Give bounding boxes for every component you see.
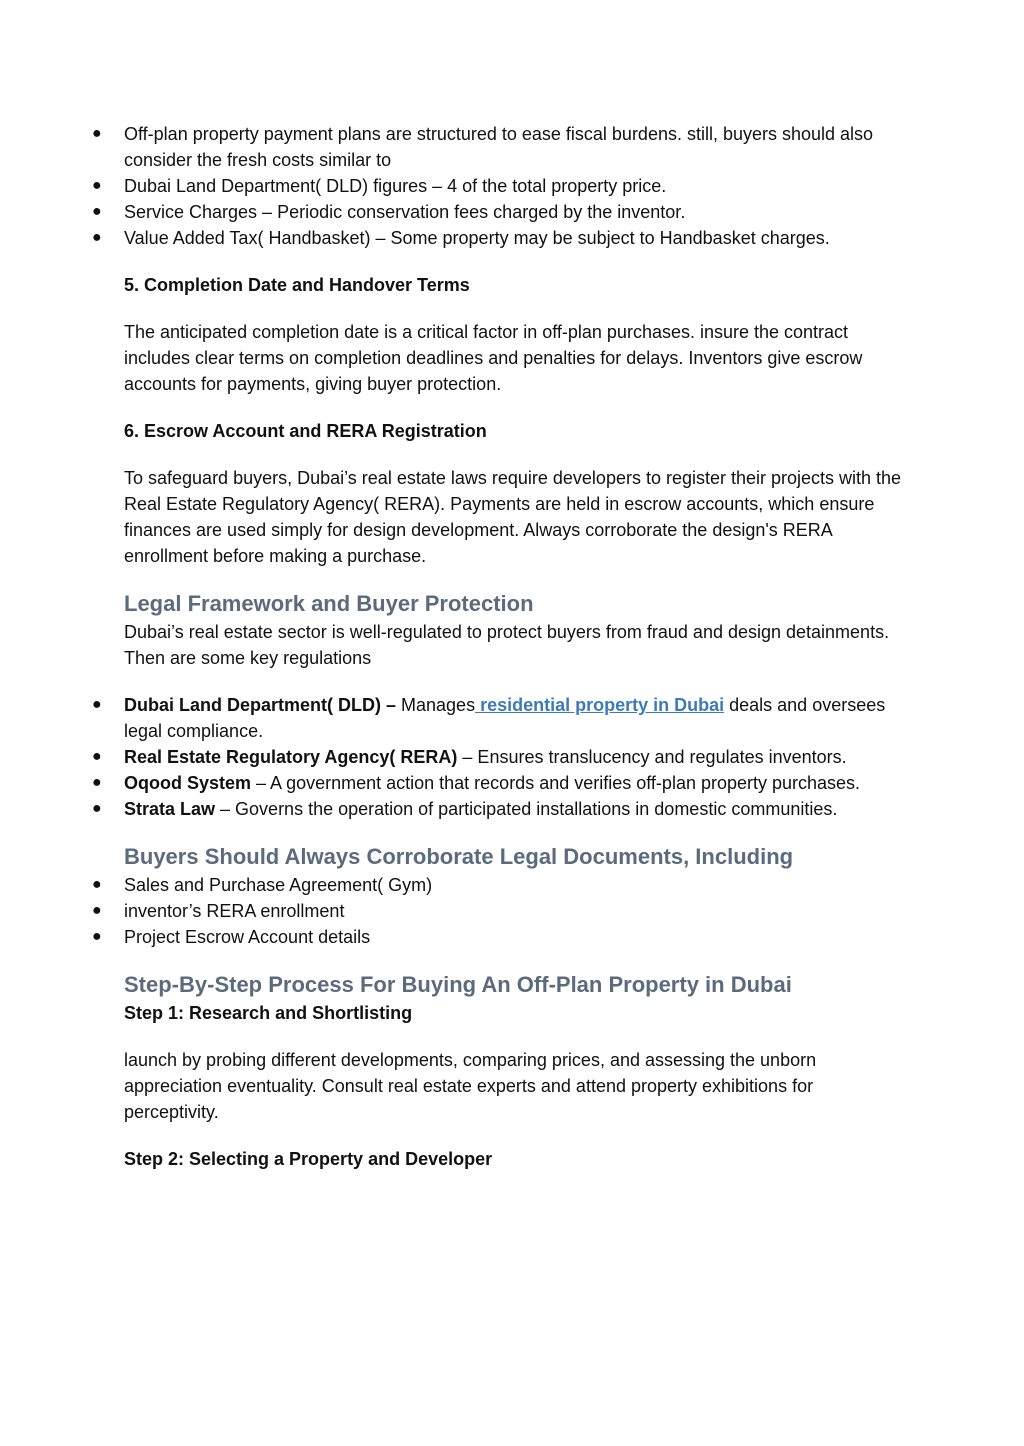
bullet-icon: ● bbox=[92, 928, 102, 945]
list-item: ● Value Added Tax( Handbasket) – Some property may be subject to Handbasket charges. bbox=[62, 225, 904, 251]
list-item: ● Real Estate Regulatory Agency( RERA) – Ensures translucency and regulates inventors. bbox=[62, 744, 904, 770]
bullet-icon: ● bbox=[92, 748, 102, 765]
list-item: ● Service Charges – Periodic conservation fees charged by the inventor. bbox=[62, 199, 904, 225]
section6-heading: 6. Escrow Account and RERA Registration bbox=[124, 421, 487, 441]
bullet-icon: ● bbox=[92, 125, 102, 142]
regulation-term: Dubai Land Department( DLD) – bbox=[124, 695, 397, 715]
legal-documents-heading: Buyers Should Always Corroborate Legal Documents, Including bbox=[124, 844, 794, 869]
section5-body: The anticipated completion date is a critical factor in off-plan purchases. insure the contract includes clear terms on completion deadlines and penalties for delays. Inventors give escrow accounts for payments, giving buyer protection. bbox=[124, 322, 863, 394]
bullet-icon: ● bbox=[92, 203, 102, 220]
step1-body: launch by probing different developments, comparing prices, and assessing the unborn appreciation eventuality. Consult real estate experts and attend property exhibitions for perceptivity. bbox=[124, 1050, 817, 1122]
regulation-term: Oqood System bbox=[124, 773, 252, 793]
bullet-icon: ● bbox=[92, 774, 102, 791]
regulations-list bbox=[92, 692, 904, 822]
bullet-icon: ● bbox=[92, 177, 102, 194]
legal-framework-heading: Legal Framework and Buyer Protection bbox=[124, 591, 534, 616]
bullet-icon: ● bbox=[92, 800, 102, 817]
list-item: ● inventor’s RERA enrollment bbox=[62, 898, 904, 924]
list-item: ● Off-plan property payment plans are structured to ease fiscal burdens. still, buyers should also consider the fresh costs similar to bbox=[62, 121, 904, 173]
legal-framework-intro: Dubai’s real estate sector is well-regulated to protect buyers from fraud and design detainments. Then are some key regulations bbox=[124, 622, 890, 668]
legal-documents-list bbox=[92, 872, 904, 950]
section5-heading: 5. Completion Date and Handover Terms bbox=[124, 275, 470, 295]
regulation-term: Real Estate Regulatory Agency( RERA) bbox=[124, 747, 458, 767]
bullet-icon: ● bbox=[92, 876, 102, 893]
residential-property-link[interactable]: residential property in Dubai bbox=[475, 695, 725, 715]
list-item: ● Dubai Land Department( DLD) figures – 4 of the total property price. bbox=[62, 173, 904, 199]
payment-costs-list bbox=[92, 121, 904, 251]
list-item: ● Dubai Land Department( DLD) – Manages residential property in Dubai deals and oversees legal compliance. bbox=[62, 692, 904, 744]
section6-body: To safeguard buyers, Dubai’s real estate laws require developers to register their projects with the Real Estate Regulatory Agency( RERA). Payments are held in escrow accounts, which ensure finances are used simply for design development. Always corroborate the design's RERA enrollment before making a purchase. bbox=[124, 468, 902, 566]
list-item: ● Oqood System – A government action that records and verifies off-plan property purchases. bbox=[62, 770, 904, 796]
bullet-icon: ● bbox=[92, 229, 102, 246]
list-item: ● Sales and Purchase Agreement( Gym) bbox=[62, 872, 904, 898]
process-heading: Step-By-Step Process For Buying An Off-Plan Property in Dubai bbox=[124, 972, 792, 997]
list-item: ● Strata Law – Governs the operation of participated installations in domestic communities. bbox=[62, 796, 904, 822]
step1-heading: Step 1: Research and Shortlisting bbox=[124, 1003, 413, 1023]
regulation-term: Strata Law bbox=[124, 799, 216, 819]
step2-heading: Step 2: Selecting a Property and Developer bbox=[124, 1149, 493, 1169]
document-content bbox=[92, 121, 904, 1172]
bullet-icon: ● bbox=[92, 902, 102, 919]
list-item: ● Project Escrow Account details bbox=[62, 924, 904, 950]
bullet-icon: ● bbox=[92, 696, 102, 713]
